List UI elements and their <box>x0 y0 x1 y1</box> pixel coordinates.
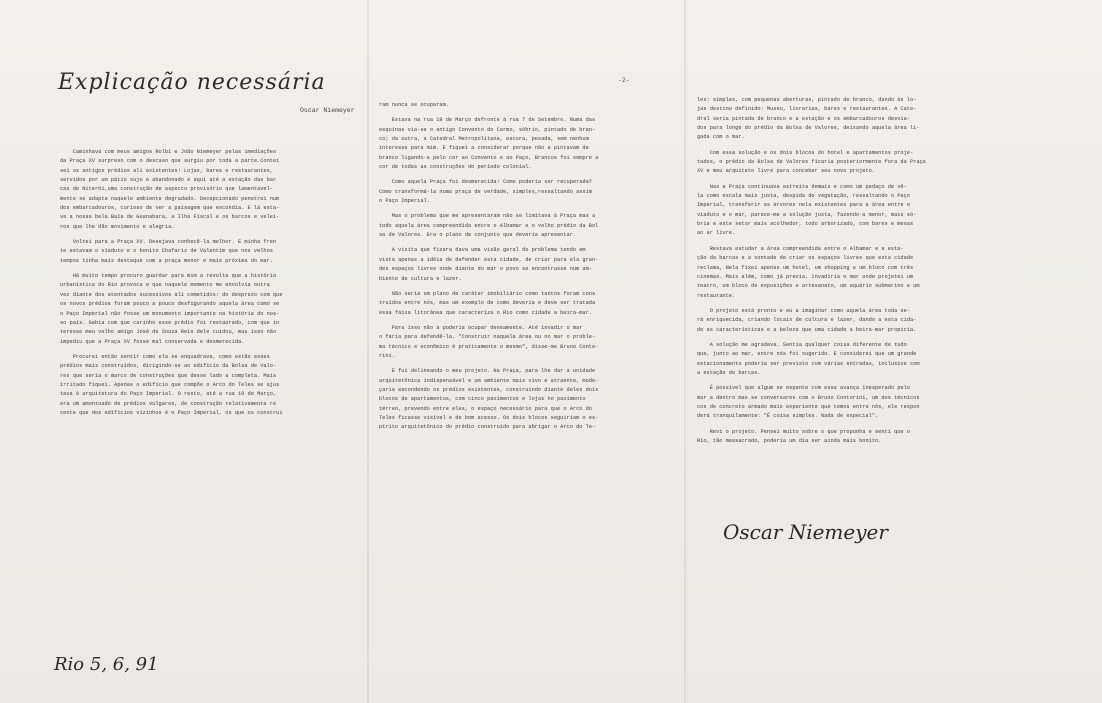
text-line: o faria para defendê-la. "Construir naquela área ou no mar o proble- <box>379 334 596 341</box>
text-line: mar a dentro mas se conversares com o Bruno Contorini, um dos técnicos <box>697 394 920 401</box>
text-line: Não seria um plano de caráter imobiliário como tantos foram cons <box>379 290 596 297</box>
text-line: tava à arquitetura do Paço Imperial. O resto, até a rua 19 de Março, <box>60 391 277 398</box>
text-line: dos embarcadouros, curioso de ver a paisagem que escondia. E lá esta- <box>60 205 280 212</box>
text-line: teatro, um bloco de exposições e artesanato, um aquário submarino e um <box>697 283 920 290</box>
text-line: Rio, tão massacrado, poderia um dia ser ainda mais bonito. <box>697 438 882 444</box>
text-line: estacionamento poderia ser previsto com várias entradas, inclusive com <box>697 360 920 367</box>
text-line: Para isso não a poderia ocupar densamente. Até invadir o mar <box>379 324 583 331</box>
text-line: Mas o problema que me apresentaram não se limitava à Praça mas a <box>379 213 596 220</box>
text-line: ram nunca se ocuparam. <box>379 102 449 108</box>
text-line: branco ligando-a pelo cor ao Convento e ao Paço, Brancos foi sempre a <box>379 154 599 161</box>
text-line: ros que lhe dão movimento e alegria. <box>60 223 175 230</box>
text-line: da Praça XV surpreso com o descaso que surgiu por toda a parte.Contei <box>60 158 280 165</box>
text-line: que, junto ao mar, entre nós foi sugerido. E considerei que um grande <box>697 351 917 358</box>
text-line: Como transformá-la numa praça de verdade, simples,ressaltando assim <box>379 188 592 195</box>
text-line: todo aquela área compreendida entre o Albamar e o velho prédio da Bol <box>379 222 599 229</box>
text-line: era um amontoado de prédios vulgares, de construção relativamente re <box>60 400 277 407</box>
text-line: çaria escondendo os prédios existentes, construindo diante deles dois <box>379 386 599 393</box>
text-line: co; da outra, a Catedral Metropolitana, escura, pesada, sem nenhum <box>379 136 589 143</box>
page-fold-right <box>684 0 686 703</box>
text-line: É possível que algum se espante com essa avança inesperado pelo <box>697 385 910 392</box>
text-line: vista apenas a idéia de defender esta cidade, de criar para ela gran- <box>379 256 599 263</box>
text-line: E fui delineando o meu projeto. Na Praça, para lhe dar a unidade <box>379 368 596 375</box>
text-line: Voltei para a Praça XV. Desejava conhecê-la melhor. E minha fren <box>60 239 277 246</box>
text-line: teresse meu velho amigo José de Souza Reis dele cuidou, mas isso não <box>60 329 277 336</box>
text-line: vez diante dos atentados sucessivos ali cometidos: do desprezo com que <box>60 291 283 298</box>
text-line: A visita que fizera dava uma visão geral do problema tendo em <box>379 247 586 254</box>
text-line: o Paço Imperial não fosse um monumento importante na história do nos- <box>60 310 280 317</box>
text-line: gada com o mar. <box>697 134 745 141</box>
text-line: cos de concreto armado mais experiente que temos entre nós, ele respon <box>697 403 920 410</box>
text-line: Como aquela Praça foi desmerecida! Como poderia ser recuperada? <box>379 179 592 186</box>
text-line: Procurei então sentir como ela se enquadrava, como estão esses <box>60 353 270 360</box>
text-line: mente se adapta naquele ambiente degradado. Decepcionado penetrei num <box>60 195 280 202</box>
text-line: va a nossa bela Baía de Guanabara, a Ilha Fiscal e os barcos e velei- <box>60 214 280 221</box>
text-line: dos para longe do prédio da Bolsa de Valores, deixando aquela área li- <box>697 125 920 132</box>
text-line: esquinas via-se o antigo Convento do Carmo, sóbrio, pintado de bran- <box>379 126 596 133</box>
page-fold-left <box>367 0 369 703</box>
text-line: sa de Valores. Era o plano de conjunto que deveria apresentar. <box>379 232 577 239</box>
text-line: os novos prédios foram pouco a pouco desfigurando aquela área como se <box>60 301 280 308</box>
text-line: blocos de apartamentos, com cinco pavimentos e lojas no pavimento <box>379 396 586 403</box>
text-line: dral seria pintada de branco e a estação e os embarcadouros desvia- <box>697 115 910 122</box>
text-line: la como escala mais justa, despida de vegetação, ressaltando o Paço <box>697 193 910 200</box>
text-line: O projeto está pronto e eu a imaginar como aquela área toda se- <box>697 307 910 314</box>
text-line: ao ar livre. <box>697 230 736 237</box>
text-line: essa faixa litorânea que caracteriza o Rio como cidade a beira-mar. <box>379 309 592 316</box>
text-line: a estação de barcas. <box>697 369 761 376</box>
handwritten-date: Rio 5, 6, 91 <box>54 654 159 675</box>
text-line: irritado fiquei. Apenas o edifício que compõe o Arco do Teles se ajus <box>60 381 280 388</box>
text-line: cinemas. Mais além, como já previa, invadiria o mar onde projetei um <box>697 273 914 280</box>
text-line: impediu que a Praça XV fosse mal conservada e desmerecida. <box>60 338 245 345</box>
text-line: rini. <box>379 352 395 359</box>
text-line: interesse para mim. E fiquei a considerar porque não a pintavam de <box>379 145 589 152</box>
text-line: Estava na rua 19 de Março defronte à rua 7 de Setembro. Numa das <box>379 117 596 124</box>
text-line: Há muito tempo procuro guardar para mim a revolta que a história <box>60 273 277 280</box>
text-line: térreo, prevendo entre eles, o espaço necessário para que o Arco do <box>379 405 592 412</box>
text-line: cente que dos edifícios vizinhos é o Paço Imperial, os que os construi <box>60 409 283 416</box>
text-line: Imperial, transferir as árvores nela existentes para a área entre o <box>697 202 910 209</box>
text-line: tempos tinha mais destaque com a praça menor e mais próxima do mar. <box>60 257 273 264</box>
text-line: Revi o projeto. Pensei muito sobre o que propunha e senti que o <box>697 428 910 435</box>
text-line: A solução me agradava. Sentia qualquer coisa diferente de tudo <box>697 341 907 348</box>
text-line: reclama, Nela fixei apenas um hotel, um shopping e um bloco com três <box>697 264 914 271</box>
text-line: ma técnico e econômico é praticamente o mesmo", disse-me Bruno Conte- <box>379 343 599 350</box>
text-column-1 <box>60 148 360 478</box>
text-line: les: simples, com pequenas aberturas, pintado de branco, dando às lo- <box>697 97 917 103</box>
text-column-3 <box>697 96 965 496</box>
text-line: biente de cultura e lazer. <box>379 275 462 282</box>
text-line: cas de Niterói,uma construção de aspecto provisório que lamentavel- <box>60 186 273 193</box>
text-line: so país. Gabia com que carinho esse prédio foi restaurado, com que in <box>60 319 280 326</box>
text-line: te estavam o viaduto e o bonito Chafariz de Valentim que nos velhos <box>60 248 273 255</box>
text-line: cor de todas as construções do período colonial. <box>379 164 532 171</box>
text-line: Nas a Praça continuava estreita demais e como um pedaço de vê- <box>697 183 907 190</box>
text-line: o Paço Imperial. <box>379 198 430 205</box>
text-line: servidos por um pátio sujo e abandonado e aqui até a estação das bar <box>60 177 277 184</box>
text-line: ção da barcas e a vontade de criar os espaços livres que esta cidade <box>697 255 914 262</box>
text-line: restaurante. <box>697 292 736 299</box>
text-line: Com essa solução e os dois blocos do hotel e apartamentos proje- <box>697 149 914 156</box>
text-line: des espaços livres onde diante do mar o povo se encontrasse num am- <box>379 266 592 273</box>
text-line: de as características e a beleza que uma cidade a beira-mar propicia. <box>697 326 917 333</box>
handwritten-signature: Oscar Niemeyer <box>723 520 888 544</box>
text-line: bria e este setor mais acolhedor, todo arborizado, com bares e mesas <box>697 221 914 228</box>
text-line: urbanística do Rio provoca e que naquele momento me envolvia outra <box>60 282 270 289</box>
page-number: -2- <box>618 77 630 84</box>
text-line: Caminhava com meus amigos Rolbi e João Niemeyer pelas imediações <box>60 149 277 155</box>
text-line: jas destino definido: Museu, livrarias, bares e restaurantes. A Cate- <box>697 106 917 113</box>
text-line: derá tranquilamente: "É coisa simples. Nada de especial". <box>697 413 879 420</box>
text-line: XV e meu arquiteto livre para conceber seu novo projeto. <box>697 168 876 175</box>
author-name: Oscar Niemeyer <box>300 107 355 114</box>
text-line: pírito arquitetônico do prédio construído para abrigar o Arco do Te- <box>379 424 596 431</box>
text-line: tados, o prédio da Bolsa de Valores ficaria posteriormente fora da Praça <box>697 159 926 166</box>
text-line: Teles ficasse visível e de bom acesso. Os dois blocos seguiriam o es- <box>379 414 599 421</box>
text-line: viaduto e o mar, parece-me a solução justa, fazendo-a menor, mais só- <box>697 211 917 218</box>
text-line: Restava estudar a área compreendida entre o Albamar e a esta- <box>697 245 904 252</box>
text-line: prédios mais construídos, dirigindo-se ao edifício da Bolsa de Valo- <box>60 363 277 370</box>
text-line: truídos entre nós, mas um exemplo de como deveria e deve ser tratada <box>379 300 596 307</box>
text-line: sei os antigos prédios ali existentes! Lojas, bares e restaurantes, <box>60 167 273 174</box>
handwritten-title: Explicação necessária <box>58 70 326 95</box>
text-column-2 <box>379 101 641 521</box>
text-line: arquitetônica indispensável e um ambiente mais vivo e atraente, mode- <box>379 377 599 384</box>
text-line: rá enriquecida, criando locais de cultura e lazer, dando a esta cida- <box>697 317 917 324</box>
text-line: res que seria o marco de construções que desse lado a completa. Mais <box>60 372 277 379</box>
